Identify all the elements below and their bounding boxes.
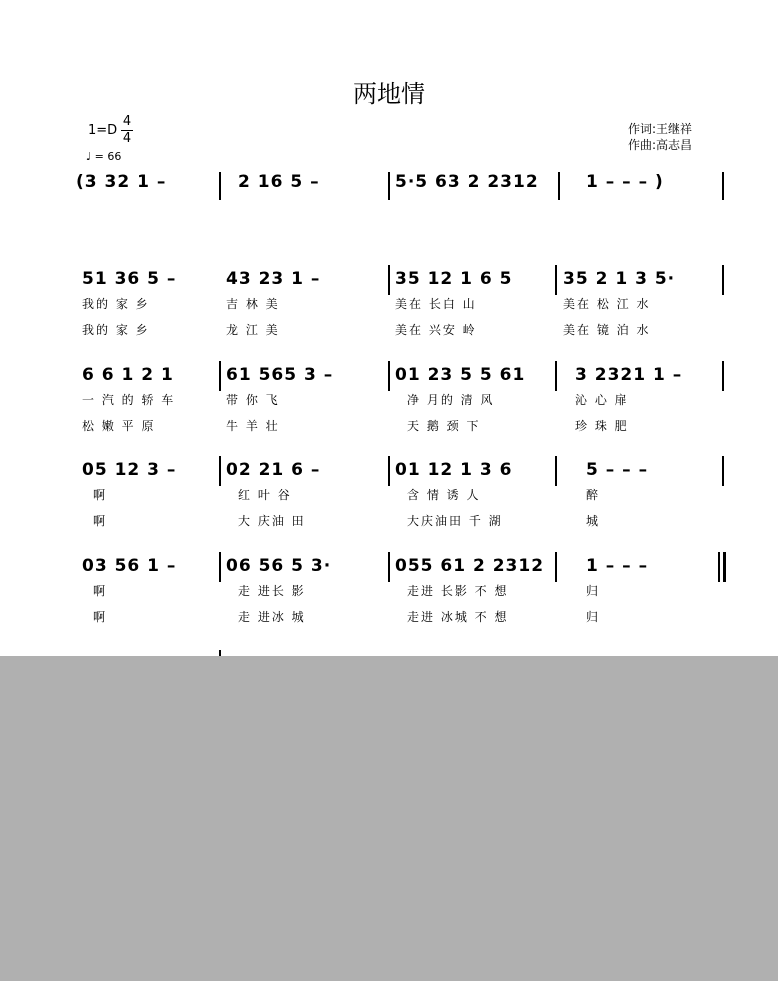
- score-row: [0, 365, 778, 433]
- lyric: 城: [586, 514, 601, 528]
- lyric: 啊: [93, 488, 108, 502]
- lyric: 红 叶 谷: [238, 488, 292, 502]
- lyric: 啊: [93, 610, 108, 624]
- lyric: 珍 珠 肥: [575, 419, 629, 433]
- bar-line: [219, 456, 221, 486]
- lyric: 归: [586, 584, 601, 598]
- gray-overlay: [0, 656, 778, 981]
- lyric: 走 进长 影: [238, 584, 306, 598]
- lyric: 走进 长影 不 想: [407, 584, 509, 598]
- score-row: [0, 172, 778, 212]
- lyric: 走进 冰城 不 想: [407, 610, 509, 624]
- measure: 05 12 3 –: [82, 460, 177, 480]
- bar-line: [555, 265, 557, 295]
- bar-line: [555, 361, 557, 391]
- lyric: 一 汽 的 轿 车: [82, 393, 176, 407]
- measure: 3 2321 1 –: [575, 365, 683, 385]
- lyric: 美在 长白 山: [395, 297, 477, 311]
- measure: 02 21 6 –: [226, 460, 321, 480]
- lyric: 牛 羊 壮: [226, 419, 280, 433]
- lyric: 醉: [586, 488, 601, 502]
- bar-line: [219, 172, 221, 200]
- measure: 61 565 3 –: [226, 365, 334, 385]
- lyric: 吉 林 美: [226, 297, 280, 311]
- time-signature: 4 4: [122, 114, 132, 146]
- lyric: 天 鹅 颈 下: [407, 419, 481, 433]
- bar-line: [388, 172, 390, 200]
- measure: 03 56 1 –: [82, 556, 177, 576]
- lyric: 啊: [93, 514, 108, 528]
- bar-line: [555, 456, 557, 486]
- measure: 6 6 1 2 1: [82, 365, 174, 385]
- bar-line: [388, 361, 390, 391]
- lyric: 沁 心 扉: [575, 393, 629, 407]
- bar-line: [722, 456, 724, 486]
- composer: 作曲:高志昌: [628, 138, 693, 152]
- lyric: 美在 松 江 水: [563, 297, 651, 311]
- bar-line: [722, 361, 724, 391]
- bar-line: [388, 552, 390, 582]
- repeat-bar-thick: [723, 552, 726, 582]
- lyric: 大 庆油 田: [238, 514, 306, 528]
- lyric: 大庆油田 千 湖: [407, 514, 503, 528]
- bar-line: [388, 456, 390, 486]
- measure: 2 16 5 –: [238, 172, 320, 192]
- lyric: 走 进冰 城: [238, 610, 306, 624]
- lyric: 带 你 飞: [226, 393, 280, 407]
- score-row: [0, 556, 778, 624]
- score-row: [0, 269, 778, 337]
- lyric: 龙 江 美: [226, 323, 280, 337]
- lyric: 我的 家 乡: [82, 323, 150, 337]
- bar-line: [219, 361, 221, 391]
- lyric: 啊: [93, 584, 108, 598]
- measure: 43 23 1 –: [226, 269, 321, 289]
- bar-line: [722, 172, 724, 200]
- lyric: 松 嫩 平 原: [82, 419, 156, 433]
- measure: 055 61 2 2312: [395, 556, 545, 576]
- bar-line: [219, 552, 221, 582]
- measure: 35 12 1 6 5: [395, 269, 513, 289]
- lyric: 归: [586, 610, 601, 624]
- bar-line: [388, 265, 390, 295]
- measure: 5·5 63 2 2312: [395, 172, 539, 192]
- bar-line: [722, 265, 724, 295]
- bar-line: [555, 552, 557, 582]
- measure: 5 – – –: [586, 460, 649, 480]
- repeat-bar-thin: [718, 552, 720, 582]
- lyricist: 作词:王继祥: [628, 122, 693, 136]
- score-row: [0, 460, 778, 528]
- song-title: 两地情: [353, 80, 425, 108]
- bar-line: [558, 172, 560, 200]
- measure: (3 32 1 –: [76, 172, 167, 192]
- measure: 01 12 1 3 6: [395, 460, 513, 480]
- lyric: 美在 兴安 岭: [395, 323, 477, 337]
- lyric: 我的 家 乡: [82, 297, 150, 311]
- measure: 51 36 5 –: [82, 269, 177, 289]
- measure: 1 – – – ): [586, 172, 664, 192]
- measure: 06 56 5 3·: [226, 556, 332, 576]
- measure: 1 – – –: [586, 556, 649, 576]
- credits: [628, 121, 692, 153]
- measure: 01 23 5 5 61: [395, 365, 526, 385]
- lyric: 含 情 诱 人: [407, 488, 481, 502]
- measure: 35 2 1 3 5·: [563, 269, 676, 289]
- key-signature: 1=D: [88, 123, 118, 138]
- lyric: 净 月的 清 风: [407, 393, 495, 407]
- tempo-marking: ♩ = 66: [86, 150, 122, 163]
- lyric: 美在 镜 泊 水: [563, 323, 651, 337]
